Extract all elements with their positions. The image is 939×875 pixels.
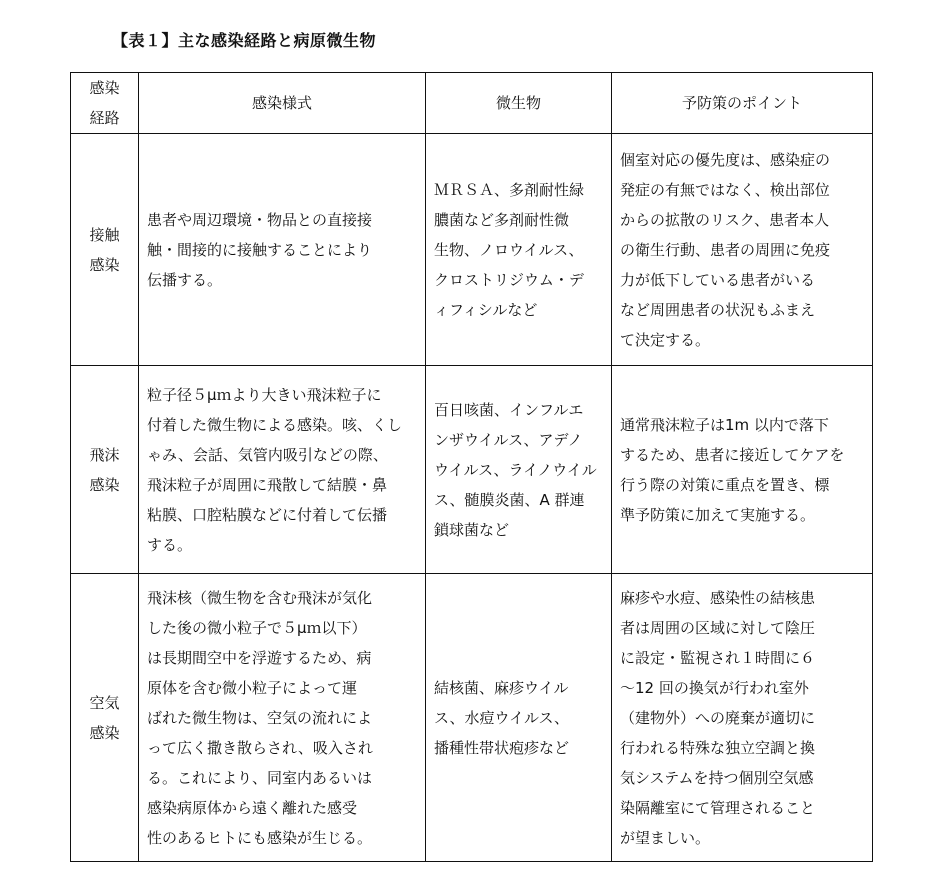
microbes-cell: ＭＲＳＡ、多剤耐性緑 膿菌など多剤耐性微 生物、ノロウイルス、 クロストリジウム・デ ィフィシルなど	[426, 134, 612, 366]
table-header-row	[71, 73, 873, 134]
prevention-cell: 通常飛沫粒子は1m 以内で落下 するため、患者に接近してケアを 行う際の対策に重点を置き、標 準予防策に加えて実施する。	[612, 366, 873, 574]
microbes-cell: 百日咳菌、インフルエ ンザウイルス、アデノ ウイルス、ライノウイル ス、髄膜炎菌、A 群連 鎖球菌など	[426, 366, 612, 574]
table-row-airborne	[71, 574, 873, 862]
header-mode: 感染様式	[139, 73, 426, 134]
mode-cell: 患者や周辺環境・物品との直接接 触・間接的に接触することにより 伝播する。	[139, 134, 426, 366]
header-microbes: 微生物	[426, 73, 612, 134]
header-prevention: 予防策のポイント	[612, 73, 873, 134]
route-cell: 飛沫 感染	[71, 366, 139, 574]
table-row-droplet	[71, 366, 873, 574]
mode-cell: 飛沫核（微生物を含む飛沫が気化 した後の微小粒子で５μｍ以下） は長期間空中を浮遊するため、病 原体を含む微小粒子によって運 ばれた微生物は、空気の流れによ って広く撒き散らされ、吸入され る。これにより、同室内あるいは 感染病原体から遠く離れた感受 性のあるヒトにも感染が生じる。	[139, 574, 426, 862]
microbes-cell: 結核菌、麻疹ウイル ス、水痘ウイルス、 播種性帯状疱疹など	[426, 574, 612, 862]
table-row-contact	[71, 134, 873, 366]
prevention-cell: 麻疹や水痘、感染性の結核患 者は周囲の区域に対して陰圧 に設定・監視され１時間に６ ～12 回の換気が行われ室外 （建物外）への廃棄が適切に 行われる特殊な独立空調と換 気システムを持つ個別空気感 染隔離室にて管理されること が望ましい。	[612, 574, 873, 862]
route-cell: 空気 感染	[71, 574, 139, 862]
route-cell: 接触 感染	[71, 134, 139, 366]
mode-cell: 粒子径５μｍより大きい飛沫粒子に 付着した微生物による感染。咳、くし ゃみ、会話、気管内吸引などの際、 飛沫粒子が周囲に飛散して結膜・鼻 粘膜、口腔粘膜などに付着して伝播 する。	[139, 366, 426, 574]
infection-route-table	[70, 72, 873, 862]
table-title: 【表１】主な感染経路と病原微生物	[112, 31, 377, 50]
header-route: 感染 経路	[71, 73, 139, 134]
prevention-cell: 個室対応の優先度は、感染症の 発症の有無ではなく、検出部位 からの拡散のリスク、患者本人 の衛生行動、患者の周囲に免疫 力が低下している患者がいる など周囲患者の状況もふまえ て決定する。	[612, 134, 873, 366]
